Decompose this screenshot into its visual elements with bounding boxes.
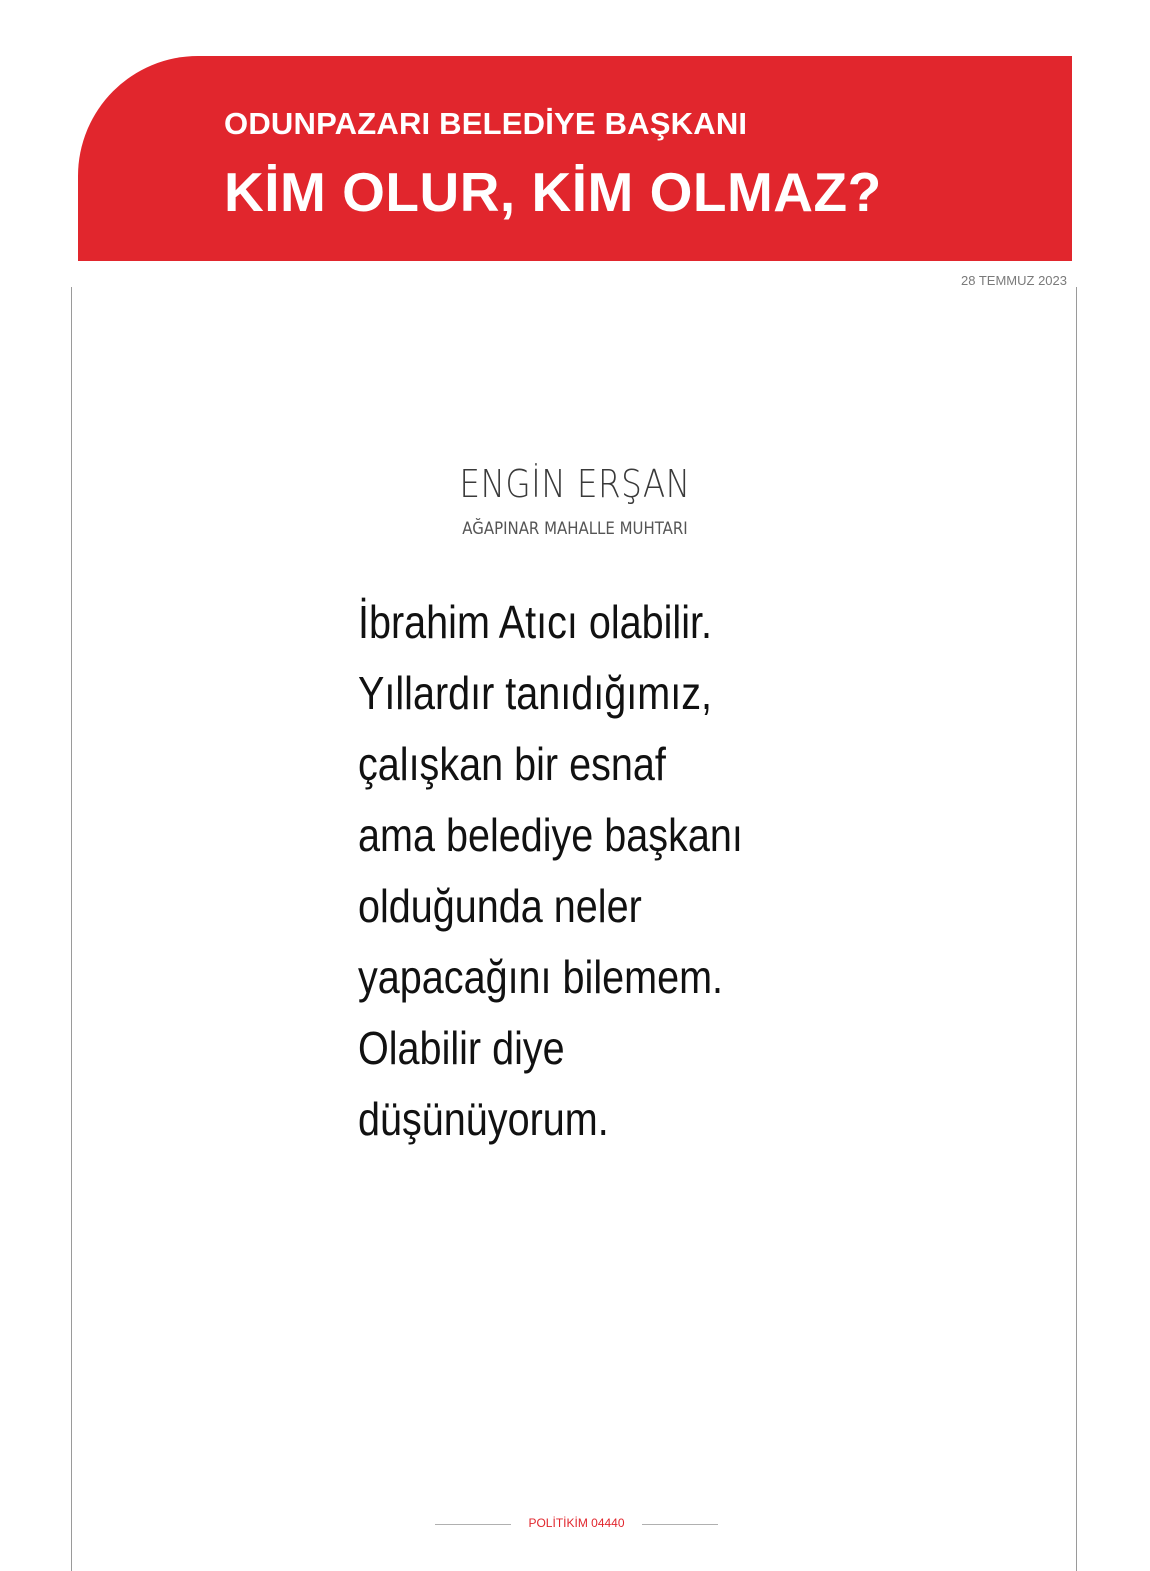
footer-divider-right [642, 1524, 718, 1525]
author-role: AĞAPINAR MAHALLE MUHTARI [462, 519, 688, 539]
footer-divider-left [435, 1524, 511, 1525]
quote-line: yapacağını bilemem. [358, 951, 724, 1003]
page-title: KİM OLUR, KİM OLMAZ? [224, 161, 882, 223]
quote-line: ama belediye başkanı [358, 809, 743, 861]
quote-line: çalışkan bir esnaf [358, 738, 666, 790]
quote-line: Olabilir diye [358, 1022, 565, 1074]
author-name: ENGİN ERŞAN [459, 462, 691, 506]
footer-brand: POLİTİKİM 04440 [528, 1516, 625, 1530]
frame-left-border [71, 287, 72, 1571]
publish-date: 28 TEMMUZ 2023 [961, 273, 1067, 288]
frame-right-border [1076, 287, 1077, 1571]
header-kicker: ODUNPAZARI BELEDİYE BAŞKANI [224, 106, 748, 141]
quote-line: düşünüyorum. [358, 1093, 609, 1145]
quote-line: olduğunda neler [358, 880, 642, 932]
quote-line: İbrahim Atıcı olabilir. [358, 596, 712, 648]
quote-text [358, 592, 918, 1160]
quote-line: Yıllardır tanıdığımız, [358, 667, 712, 719]
header-band [78, 56, 1072, 261]
